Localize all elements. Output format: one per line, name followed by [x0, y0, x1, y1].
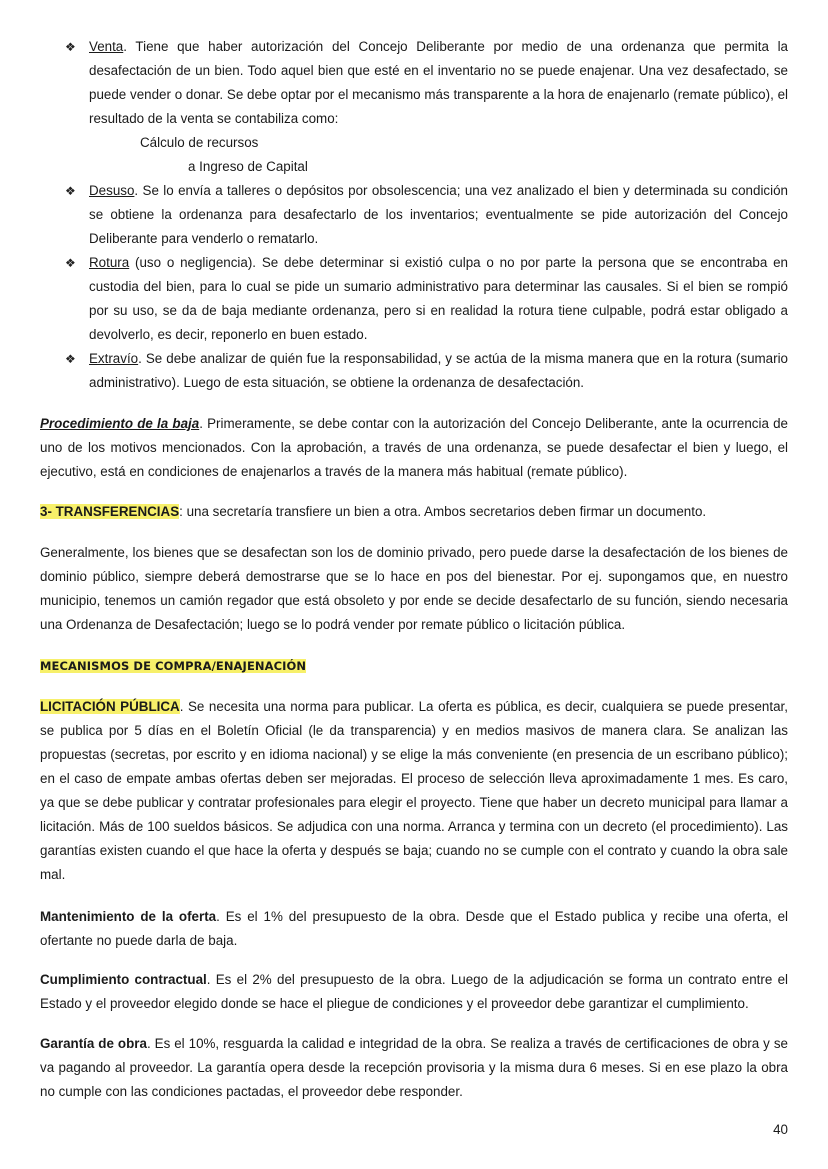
- paragraph-text: . Se necesita una norma para publicar. La oferta es pública, es decir, cualquiera se puede presentar, se publica por 5 días en el Boletín Oficial (le da transparencia) y en medios masivos de manera clara. Se analizan las propuestas (secretas, por escrito y en idioma nacional) y se elige la más conveniente (en presencia de un escribano público); en el caso de empate ambas ofertas deben ser mejoradas. El proceso de selección lleva aproximadamente 1 mes. Es caro, ya que se debe publicar y contratar profesionales para elegir el proyecto. Tiene que haber un decreto municipal para llamar a licitación. Más de 100 sueldos básicos. Se adjudica con una norma. Arranca y termina con un decreto (el procedimiento). Las garantías existen cuando el que hace la oferta y después se baja; cuando no se cumple con el contrato y cuando la obra sale mal.: [40, 699, 788, 882]
- bullet-desuso: [89, 179, 788, 251]
- paragraph-term: Mantenimiento de la oferta: [40, 909, 217, 924]
- bullet-rotura: [89, 251, 788, 347]
- bullet-term: Venta: [89, 39, 124, 54]
- bullet-text: . Tiene que haber autorización del Concejo Deliberante por medio de una ordenanza que permita la desafectación de un bien. Todo aquel bien que esté en el inventario no se puede enajenar. Una vez desafectado, se puede vender o donar. Se debe optar por el mecanismo más transparente a la hora de enajenarlo (remate público), el resultado de la venta se contabiliza como:: [89, 39, 788, 126]
- bullet-venta: [89, 35, 788, 131]
- bullet-text: . Se debe analizar de quién fue la responsabilidad, y se actúa de la misma manera que en la rotura (sumario administrativo). Luego de esta situación, se obtiene la ordenanza de desafectación.: [89, 351, 788, 390]
- calc-line-2: a Ingreso de Capital: [188, 159, 308, 174]
- bullet-icon: ❖: [65, 40, 76, 54]
- paragraph-text: : una secretaría transfiere un bien a otra. Ambos secretarios deben firmar un documento.: [179, 504, 707, 519]
- bullet-icon: ❖: [65, 256, 76, 270]
- bullet-extravio: [89, 347, 788, 395]
- calc-line-1: Cálculo de recursos: [140, 135, 259, 150]
- bullet-term: Extravío: [89, 351, 139, 366]
- transferencias-paragraph: [40, 500, 788, 524]
- mantenimiento-paragraph: [40, 905, 788, 953]
- generalmente-paragraph: Generalmente, los bienes que se desafectan son los de dominio privado, pero puede darse la desafectación de los bienes de dominio público, siempre deberá demostrarse que se lo hace en pos del bienestar. Por ej. supongamos que, en nuestro municipio, tenemos un camión regador que está obsoleto y por ende se decide desafectarlo de su función, siendo necesaria una Ordenanza de Desafectación; luego se lo podrá vender por remate público o licitación pública.: [40, 545, 788, 632]
- bullet-icon: ❖: [65, 184, 76, 198]
- paragraph-text: . Es el 2% del presupuesto de la obra. Luego de la adjudicación se forma un contrato entre el Estado y el proveedor elegido donde se hace el pliegue de condiciones y el proveedor debe garantizar el cumplimiento.: [40, 972, 788, 1011]
- cumplimiento-paragraph: [40, 968, 788, 1016]
- mecanismos-heading: MECANISMOS DE COMPRA/ENAJENACIÓN: [40, 659, 307, 673]
- bullet-text: . Se lo envía a talleres o depósitos por obsolescencia; una vez analizado el bien y determinada su condición se obtiene la ordenanza para desafectarlo de los inventarios; eventualmente se pide autorización del Concejo Deliberante para venderlo o rematarlo.: [89, 183, 788, 246]
- paragraph-text: . Es el 1% del presupuesto de la obra. Desde que el Estado publica y recibe una oferta, el ofertante no puede darla de baja.: [40, 909, 789, 948]
- bullet-term: Rotura: [89, 255, 130, 270]
- bullet-text: (uso o negligencia). Se debe determinar si existió culpa o no por parte la persona que se encontraba en custodia del bien, para lo cual se pide un sumario administrativo para determinar las causales. Si el bien se rompió por su uso, se da de baja mediante ordenanza, pero si en realidad la rotura tiene culpable, podrá estar obligado a devolverlo, es decir, reponerlo en buen estado.: [89, 255, 788, 342]
- paragraph-term: LICITACIÓN PÚBLICA: [40, 699, 180, 714]
- paragraph-term: Cumplimiento contractual: [40, 972, 207, 987]
- page-number: 40: [773, 1122, 788, 1137]
- paragraph-term: Procedimiento de la baja: [40, 416, 200, 431]
- licitacion-paragraph: [40, 695, 788, 887]
- bullet-icon: ❖: [65, 352, 76, 366]
- bullet-term: Desuso: [89, 183, 135, 198]
- paragraph-text: . Es el 10%, resguarda la calidad e integridad de la obra. Se realiza a través de certificaciones de obra y se va pagando al proveedor. La garantía opera desde la recepción provisoria y la misma dura 6 meses. Si en ese plazo la obra no cumple con las condiciones pactadas, el proveedor debe responder.: [40, 1036, 788, 1099]
- paragraph-text: . Primeramente, se debe contar con la autorización del Concejo Deliberante, ante la ocurrencia de uno de los motivos mencionados. Con la aprobación, a través de una ordenanza, se puede desafectar el bien y luego, el ejecutivo, está en condiciones de enajenarlos a través de la manera más habitual (remate público).: [40, 416, 788, 479]
- garantia-paragraph: [40, 1032, 788, 1104]
- section-heading: [40, 654, 306, 678]
- procedimiento-paragraph: [40, 412, 788, 484]
- paragraph-term: Garantía de obra: [40, 1036, 147, 1051]
- paragraph-term: 3- TRANSFERENCIAS: [40, 504, 180, 519]
